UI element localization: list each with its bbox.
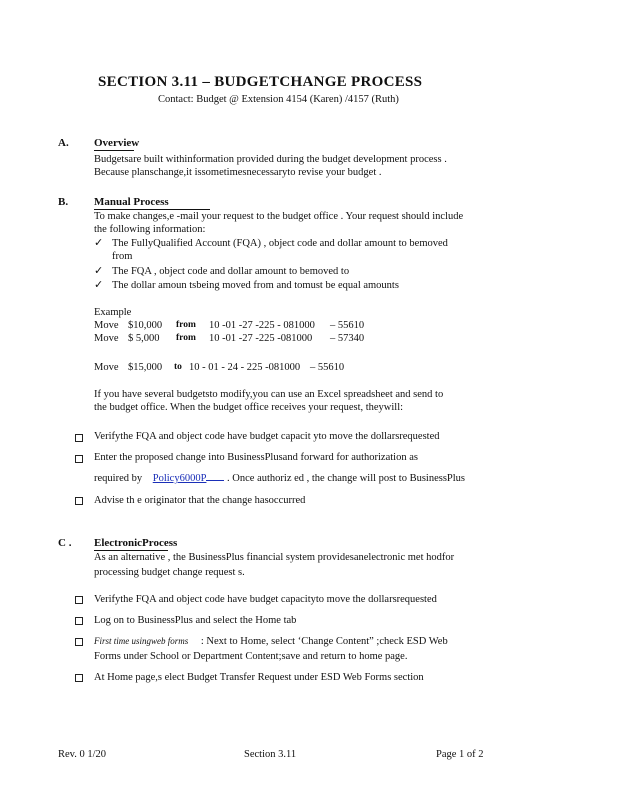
bullet-box-icon [75, 497, 83, 505]
check-item-2: The FQA , object code and dollar amount to bemoved to [112, 266, 350, 277]
section-a-letter: A. [58, 137, 69, 149]
electronic-step-first-time-cont: Forms under School or Department Content;save and return to home page. [94, 651, 408, 662]
check-icon: ✓ [94, 237, 104, 249]
section-b-intro-2: the following information: [94, 224, 206, 235]
first-time-rest: : Next to Home, select ‘Change Content” ;check ESD Web [200, 636, 448, 647]
example-fqa: 10 -01 -27 -225 - 081000 [209, 320, 315, 331]
example-move: Move [94, 333, 119, 344]
required-by-text: required by [94, 473, 143, 484]
section-a-heading: Overview [94, 137, 140, 149]
bullet-box-icon [75, 617, 83, 625]
bullet-box-icon [75, 455, 83, 463]
footer-page: Page 1 of 2 [436, 749, 484, 760]
section-c-heading: ElectronicProcess [94, 537, 178, 549]
example-amount: $15,000 [128, 362, 163, 373]
electronic-step-home: At Home page,s elect Budget Transfer Request under ESD Web Forms section [94, 672, 424, 683]
electronic-step-first-time [94, 635, 448, 648]
section-a-underline [94, 150, 134, 151]
example-amount: $ 5,000 [128, 333, 160, 344]
example-dir: from [176, 320, 196, 330]
check-item-1-cont: from [112, 251, 133, 262]
check-item-1: The FullyQualified Account (FQA) , object code and dollar amount to bemoved [112, 238, 448, 249]
footer-section: Section 3.11 [244, 749, 297, 760]
bullet-box-icon [75, 674, 83, 682]
example-code: – 57340 [330, 333, 365, 344]
example-dir: to [174, 362, 182, 372]
example-code: – 55610 [310, 362, 345, 373]
section-b-para-1: If you have several budgetsto modify,you can use an Excel spreadsheet and send to [94, 389, 444, 400]
section-b-intro-1: To make changes,e -mail your request to the budget office . Your request should include [94, 211, 464, 222]
manual-step-enter-cont [94, 472, 465, 485]
section-b-para-2: the budget office. When the budget office receives your request, theywill: [94, 402, 404, 413]
example-move: Move [94, 320, 119, 331]
example-fqa: 10 - 01 - 24 - 225 -081000 [189, 362, 301, 373]
section-a-line-2: Because planschange,it issometimesnecessaryto revise your budget . [94, 167, 382, 178]
example-move: Move [94, 362, 119, 373]
electronic-step-logon: Log on to BusinessPlus and select the Home tab [94, 615, 297, 626]
section-c-letter: C . [58, 537, 72, 549]
example-dir: from [176, 333, 196, 343]
bullet-box-icon [75, 434, 83, 442]
policy-link-underline [206, 480, 224, 481]
post-text: . Once authoriz ed , the change will post to BusinessPlus [227, 473, 466, 484]
check-icon: ✓ [94, 265, 104, 277]
policy-link[interactable]: Policy6000P [152, 473, 207, 484]
section-b-letter: B. [58, 196, 69, 208]
example-amount: $10,000 [128, 320, 163, 331]
section-c-intro-2: processing budget change request s. [94, 567, 245, 578]
page-title: SECTION 3.11 – BUDGETCHANGE PROCESS [98, 74, 423, 90]
section-a-line-1: Budgetsare built withinformation provided during the budget development process . [94, 154, 447, 165]
manual-step-advise: Advise th e originator that the change hasoccurred [94, 495, 306, 506]
manual-step-verify: Verifythe FQA and object code have budget capacit yto move the dollarsrequested [94, 431, 440, 442]
manual-step-enter: Enter the proposed change into BusinessPlusand forward for authorization as [94, 452, 418, 463]
example-label: Example [94, 307, 132, 318]
contact-line: Contact: Budget @ Extension 4154 (Karen) /4157 (Ruth) [158, 94, 399, 105]
bullet-box-icon [75, 638, 83, 646]
bullet-box-icon [75, 596, 83, 604]
first-time-label: First time usingweb forms [94, 636, 189, 646]
check-icon: ✓ [94, 279, 104, 291]
example-code: – 55610 [330, 320, 365, 331]
section-b-heading: Manual Process [94, 196, 169, 208]
footer-rev: Rev. 0 1/20 [58, 749, 107, 760]
section-c-intro-1: As an alternative , the BusinessPlus financial system providesanelectronic met hodfor [94, 552, 455, 563]
example-fqa: 10 -01 -27 -225 -081000 [209, 333, 313, 344]
check-item-3: The dollar amoun tsbeing moved from and tomust be equal amounts [112, 280, 399, 291]
electronic-step-verify: Verifythe FQA and object code have budget capacityto move the dollarsrequested [94, 594, 437, 605]
